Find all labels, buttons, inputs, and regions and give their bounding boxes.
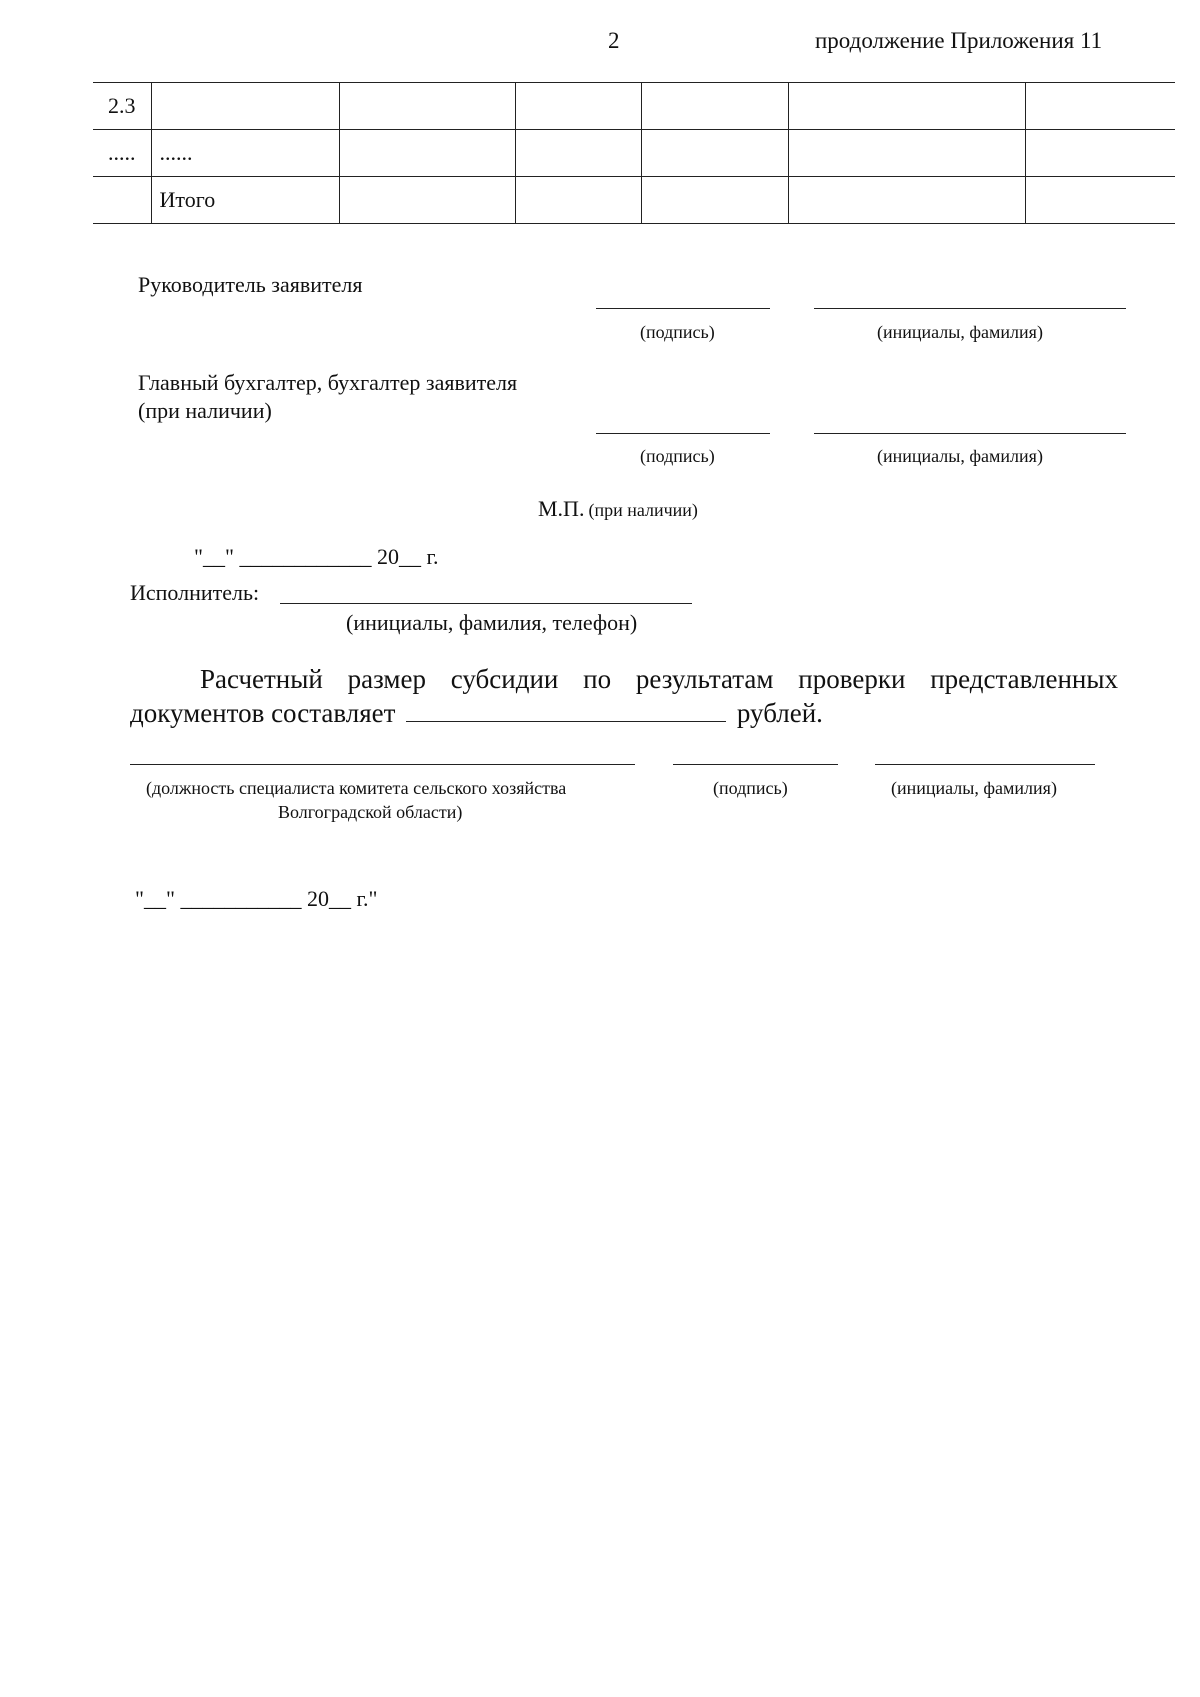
table-cell [788, 130, 1025, 177]
accountant-label-note: (при наличии) [138, 398, 272, 423]
table-cell [339, 177, 515, 224]
table-cell [515, 83, 641, 130]
executor-caption: (инициалы, фамилия, телефон) [346, 610, 638, 635]
specialist-position-line [130, 764, 635, 765]
specialist-signature-line [673, 764, 838, 765]
table-cell [788, 83, 1025, 130]
table-row-total [93, 177, 1175, 224]
table-cell [339, 83, 515, 130]
specialist-initials-line [875, 764, 1095, 765]
table-cell [641, 130, 788, 177]
specialist-signature-caption: (подпись) [713, 778, 788, 798]
stamp-note: (при наличии) [588, 500, 698, 520]
stamp-label: М.П. [538, 496, 585, 521]
table-cell [1025, 130, 1175, 177]
accountant-initials-caption: (инициалы, фамилия) [877, 446, 1043, 466]
accountant-initials-line [814, 433, 1126, 434]
subsidy-statement-line1: Расчетный размер субсидии по результатам проверки представленных [200, 664, 1118, 694]
subsidy-suffix: рублей. [736, 698, 823, 728]
page-number: 2 [608, 28, 620, 53]
table-cell-total-label: Итого [151, 177, 339, 224]
table-row [93, 130, 1175, 177]
specialist-initials-caption: (инициалы, фамилия) [891, 778, 1057, 798]
subsidy-amount-blank [406, 721, 726, 722]
table-cell [339, 130, 515, 177]
table-cell [641, 177, 788, 224]
table-cell [1025, 83, 1175, 130]
table-cell-number [93, 177, 151, 224]
subsidy-statement-line2 [130, 698, 823, 729]
appendix-continuation-title: продолжение Приложения 11 [815, 28, 1103, 53]
accountant-signature-line [596, 433, 770, 434]
specialist-position-caption: (должность специалиста комитета сельского хозяйства [146, 778, 567, 798]
subsidy-prefix: документов составляет [130, 698, 396, 728]
table-cell [515, 130, 641, 177]
table-cell-name: ...... [151, 130, 339, 177]
table-cell-number: 2.3 [93, 83, 151, 130]
executor-label: Исполнитель: [130, 580, 260, 605]
subsidy-table [93, 82, 1175, 224]
table-cell-name [151, 83, 339, 130]
table-cell [1025, 177, 1175, 224]
head-of-applicant-label: Руководитель заявителя [138, 272, 363, 297]
accountant-label: Главный бухгалтер, бухгалтер заявителя [138, 370, 518, 395]
accountant-signature-caption: (подпись) [640, 446, 715, 466]
table-cell [641, 83, 788, 130]
table-cell [515, 177, 641, 224]
specialist-position-caption-line2: Волгоградской области) [278, 802, 463, 822]
head-initials-line [814, 308, 1126, 309]
applicant-date-line: "__" ____________ 20__ г. [194, 544, 439, 569]
table-cell [788, 177, 1025, 224]
specialist-date-line: "__" ___________ 20__ г." [135, 886, 378, 911]
head-signature-caption: (подпись) [640, 322, 715, 342]
head-initials-caption: (инициалы, фамилия) [877, 322, 1043, 342]
stamp-place [538, 496, 698, 522]
table-row [93, 83, 1175, 130]
head-signature-line [596, 308, 770, 309]
table-cell-number: ..... [93, 130, 151, 177]
executor-line [280, 603, 692, 604]
